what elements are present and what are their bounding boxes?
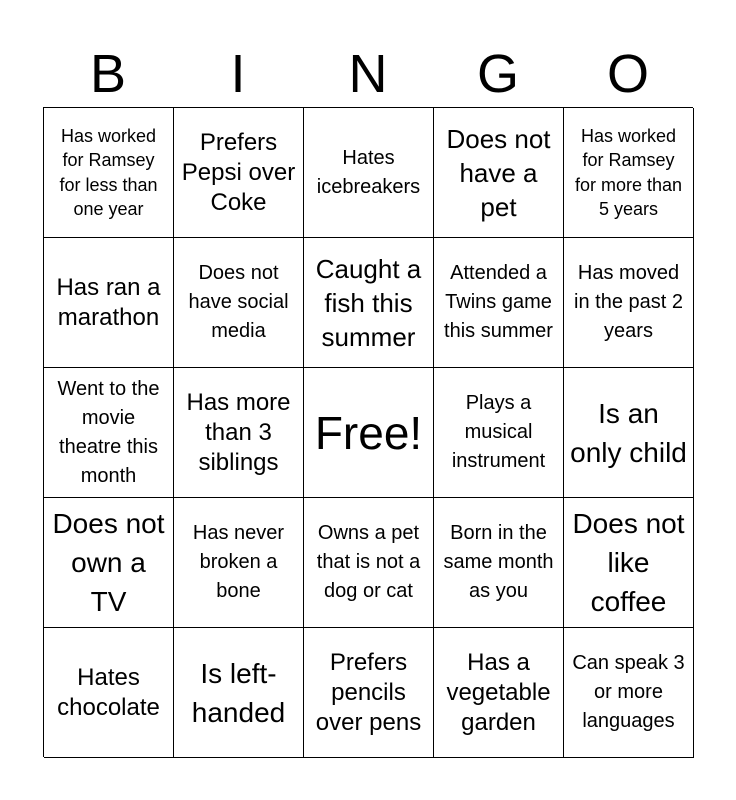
bingo-cell[interactable]: Attended a Twins game this summer: [434, 238, 564, 368]
bingo-cell[interactable]: Is an only child: [564, 368, 694, 498]
bingo-cell[interactable]: Born in the same month as you: [434, 498, 564, 628]
bingo-cell[interactable]: Caught a fish this summer: [304, 238, 434, 368]
bingo-cell[interactable]: Can speak 3 or more languages: [564, 628, 694, 758]
free-space[interactable]: Free!: [304, 368, 434, 498]
header-letter-n: N: [348, 44, 388, 104]
bingo-cell[interactable]: Hates chocolate: [44, 628, 174, 758]
bingo-cell[interactable]: Plays a musical instrument: [434, 368, 564, 498]
bingo-cell[interactable]: Has worked for Ramsey for less than one year: [44, 108, 174, 238]
header-letter-g: G: [476, 44, 519, 104]
bingo-cell[interactable]: Owns a pet that is not a dog or cat: [304, 498, 434, 628]
bingo-cell[interactable]: Prefers Pepsi over Coke: [174, 108, 304, 238]
bingo-header: [43, 40, 693, 108]
bingo-cell[interactable]: Hates icebreakers: [304, 108, 434, 238]
bingo-cell[interactable]: Has never broken a bone: [174, 498, 304, 628]
bingo-cell[interactable]: Has moved in the past 2 years: [564, 238, 694, 368]
bingo-cell[interactable]: Went to the movie theatre this month: [44, 368, 174, 498]
bingo-cell[interactable]: Is left-handed: [174, 628, 304, 758]
bingo-card: [43, 107, 693, 757]
bingo-cell[interactable]: Does not have social media: [174, 238, 304, 368]
bingo-cell[interactable]: Does not have a pet: [434, 108, 564, 238]
bingo-cell[interactable]: Has ran a marathon: [44, 238, 174, 368]
bingo-cell[interactable]: Has worked for Ramsey for more than 5 years: [564, 108, 694, 238]
header-letter-b: B: [89, 44, 127, 104]
bingo-cell[interactable]: Does not own a TV: [44, 498, 174, 628]
bingo-cell[interactable]: Prefers pencils over pens: [304, 628, 434, 758]
header-letter-o: O: [606, 44, 649, 104]
bingo-cell[interactable]: Has a vegetable garden: [434, 628, 564, 758]
header-letter-i: I: [230, 44, 246, 104]
bingo-cell[interactable]: Does not like coffee: [564, 498, 694, 628]
bingo-cell[interactable]: Has more than 3 siblings: [174, 368, 304, 498]
